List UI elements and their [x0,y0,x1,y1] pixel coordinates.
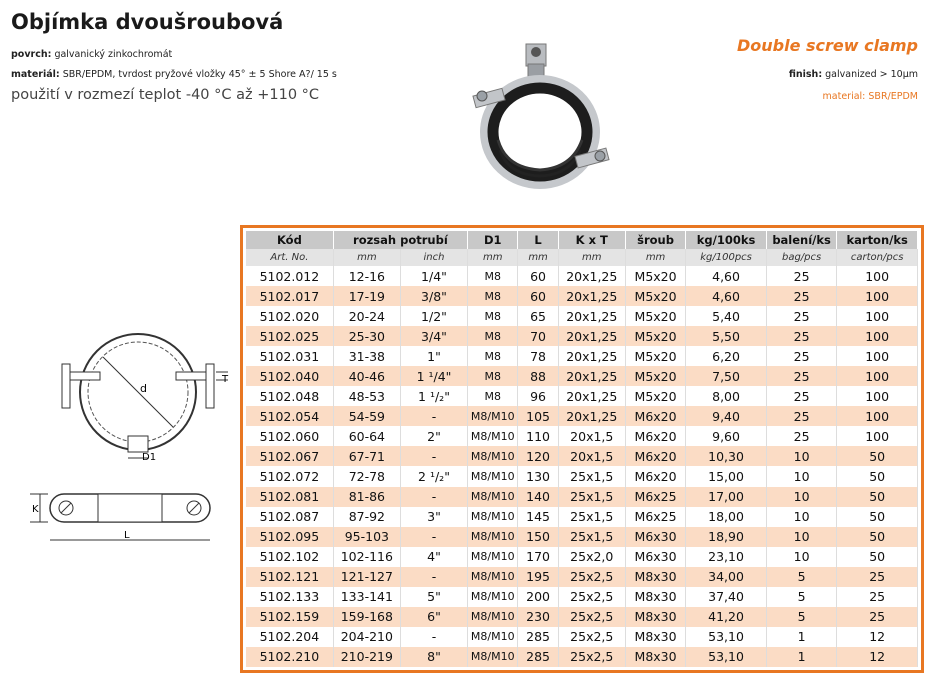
cell-range-inch: 1/2" [400,306,467,326]
cell-bag: 25 [766,366,837,386]
cell-carton: 100 [837,366,918,386]
table-row [246,647,918,667]
table-row [246,567,918,587]
cell-range-inch: 4" [400,547,467,567]
label-l: L [124,530,130,541]
cell-code: 5102.210 [246,647,333,667]
cell-bag: 25 [766,326,837,346]
cell-carton: 100 [837,266,918,286]
cell-screw: M8x30 [625,567,685,587]
surface-value: galvanický zinkochromát [54,49,173,60]
cell-bag: 5 [766,587,837,607]
spec-table [246,231,918,667]
spec-table-container [240,225,924,673]
cell-code: 5102.017 [246,286,333,306]
cell-weight: 6,20 [686,346,767,366]
cell-d1: M8/M10 [468,446,518,466]
cell-weight: 53,10 [686,647,767,667]
cell-l: 60 [518,266,558,286]
cell-range-mm: 95-103 [333,527,400,547]
cell-bag: 10 [766,527,837,547]
cell-d1: M8/M10 [468,607,518,627]
cell-range-inch: 2 ¹/₂" [400,466,467,486]
table-subheader-row [246,249,918,266]
header-d1: D1 [468,231,518,249]
surface-label: povrch: [11,49,52,60]
cell-d1: M8/M10 [468,547,518,567]
table-row [246,607,918,627]
cell-l: 170 [518,547,558,567]
cell-l: 120 [518,446,558,466]
cell-d1: M8/M10 [468,406,518,426]
cell-d1: M8 [468,346,518,366]
cell-kxt: 25x2,0 [558,547,625,567]
product-title-en: Double screw clamp [736,36,918,55]
cell-range-mm: 210-219 [333,647,400,667]
cell-code: 5102.048 [246,386,333,406]
cell-l: 65 [518,306,558,326]
material-value: SBR/EPDM, tvrdost pryžové vložky 45° ± 5 Shore A?/ 15 s [62,69,337,80]
cell-range-inch: 3/4" [400,326,467,346]
cell-d1: M8 [468,386,518,406]
cell-carton: 50 [837,507,918,527]
cell-code: 5102.020 [246,306,333,326]
subheader-cell: mm [333,249,400,266]
cell-bag: 25 [766,266,837,286]
cell-screw: M8x30 [625,607,685,627]
cell-range-inch: 1 ¹/4" [400,366,467,386]
table-row [246,366,918,386]
table-row [246,547,918,567]
cell-range-inch: 6" [400,607,467,627]
label-d: d [140,382,147,395]
subheader-cell: bag/pcs [766,249,837,266]
cell-weight: 9,60 [686,426,767,446]
cell-carton: 25 [837,587,918,607]
table-row [246,507,918,527]
cell-range-mm: 20-24 [333,306,400,326]
cell-weight: 18,00 [686,507,767,527]
cell-range-inch: 3" [400,507,467,527]
cell-weight: 9,40 [686,406,767,426]
cell-range-mm: 67-71 [333,446,400,466]
cell-d1: M8/M10 [468,487,518,507]
cell-kxt: 20x1,5 [558,426,625,446]
cell-range-inch: 1 ¹/₂" [400,386,467,406]
header-carton: karton/ks [837,231,918,249]
cell-carton: 50 [837,446,918,466]
cell-carton: 100 [837,406,918,426]
cell-kxt: 25x1,5 [558,507,625,527]
cell-range-inch: 1/4" [400,266,467,286]
clamp-photo [468,40,618,190]
cell-bag: 5 [766,607,837,627]
header-pipe-range: rozsah potrubí [333,231,467,249]
clamp-side-drawing [20,478,215,550]
cell-bag: 25 [766,386,837,406]
cell-kxt: 20x1,25 [558,326,625,346]
cell-screw: M6x30 [625,547,685,567]
cell-carton: 100 [837,426,918,446]
finish-value: galvanized > 10μm [825,69,918,80]
cell-d1: M8/M10 [468,527,518,547]
cell-kxt: 25x2,5 [558,587,625,607]
cell-weight: 5,50 [686,326,767,346]
cell-range-mm: 31-38 [333,346,400,366]
cell-d1: M8 [468,266,518,286]
cell-bag: 10 [766,446,837,466]
subheader-cell: mm [468,249,518,266]
cell-l: 105 [518,406,558,426]
cell-kxt: 20x1,25 [558,286,625,306]
cell-d1: M8/M10 [468,647,518,667]
cell-weight: 8,00 [686,386,767,406]
header-bag: balení/ks [766,231,837,249]
cell-kxt: 20x1,25 [558,266,625,286]
cell-carton: 50 [837,527,918,547]
cell-d1: M8 [468,286,518,306]
table-row [246,587,918,607]
cell-screw: M8x30 [625,627,685,647]
cell-range-inch: - [400,446,467,466]
cell-range-inch: - [400,527,467,547]
cell-range-inch: 2" [400,426,467,446]
cell-range-mm: 60-64 [333,426,400,446]
cell-range-mm: 12-16 [333,266,400,286]
cell-carton: 12 [837,647,918,667]
finish-spec [789,69,918,80]
cell-screw: M8x30 [625,647,685,667]
cell-carton: 25 [837,567,918,587]
cell-kxt: 20x1,25 [558,386,625,406]
cell-range-inch: 1" [400,346,467,366]
cell-range-mm: 17-19 [333,286,400,306]
table-row [246,627,918,647]
cell-screw: M5x20 [625,346,685,366]
cell-carton: 100 [837,386,918,406]
cell-kxt: 25x2,5 [558,567,625,587]
cell-bag: 10 [766,487,837,507]
material-en: material: SBR/EPDM [822,91,918,102]
cell-code: 5102.060 [246,426,333,446]
cell-l: 88 [518,366,558,386]
table-row [246,346,918,366]
cell-weight: 41,20 [686,607,767,627]
cell-weight: 17,00 [686,487,767,507]
cell-screw: M6x20 [625,406,685,426]
cell-screw: M6x25 [625,487,685,507]
cell-d1: M8/M10 [468,567,518,587]
table-header-row [246,231,918,249]
cell-kxt: 20x1,25 [558,306,625,326]
cell-bag: 25 [766,426,837,446]
cell-code: 5102.072 [246,466,333,486]
cell-screw: M5x20 [625,286,685,306]
cell-range-mm: 102-116 [333,547,400,567]
material-spec [11,69,337,80]
cell-bag: 1 [766,627,837,647]
cell-l: 230 [518,607,558,627]
subheader-cell: kg/100pcs [686,249,767,266]
cell-l: 200 [518,587,558,607]
table-row [246,406,918,426]
cell-l: 195 [518,567,558,587]
label-t: T [222,374,229,385]
table-row [246,326,918,346]
subheader-cell: inch [400,249,467,266]
cell-weight: 23,10 [686,547,767,567]
cell-weight: 4,60 [686,286,767,306]
cell-carton: 12 [837,627,918,647]
cell-bag: 25 [766,286,837,306]
cell-l: 60 [518,286,558,306]
cell-d1: M8/M10 [468,426,518,446]
cell-d1: M8/M10 [468,466,518,486]
table-row [246,426,918,446]
cell-kxt: 25x2,5 [558,647,625,667]
cell-code: 5102.040 [246,366,333,386]
cell-kxt: 25x2,5 [558,607,625,627]
material-label: materiál: [11,69,60,80]
clamp-front-drawing [28,312,248,472]
table-row [246,286,918,306]
cell-range-mm: 204-210 [333,627,400,647]
label-k: K [32,504,39,515]
cell-l: 285 [518,627,558,647]
cell-range-mm: 48-53 [333,386,400,406]
cell-bag: 25 [766,406,837,426]
subheader-cell: mm [625,249,685,266]
cell-code: 5102.095 [246,527,333,547]
cell-range-mm: 54-59 [333,406,400,426]
cell-d1: M8/M10 [468,587,518,607]
cell-code: 5102.031 [246,346,333,366]
cell-code: 5102.054 [246,406,333,426]
cell-range-inch: - [400,567,467,587]
cell-bag: 1 [766,647,837,667]
cell-weight: 15,00 [686,466,767,486]
cell-bag: 10 [766,547,837,567]
cell-d1: M8 [468,366,518,386]
cell-range-mm: 121-127 [333,567,400,587]
table-row [246,306,918,326]
label-d1: D1 [142,452,157,463]
cell-weight: 18,90 [686,527,767,547]
header-kxt: K x T [558,231,625,249]
cell-weight: 37,40 [686,587,767,607]
cell-range-mm: 40-46 [333,366,400,386]
subheader-cell: mm [558,249,625,266]
cell-kxt: 20x1,25 [558,366,625,386]
header-screw: šroub [625,231,685,249]
cell-range-mm: 159-168 [333,607,400,627]
table-row [246,487,918,507]
header-l: L [518,231,558,249]
cell-carton: 100 [837,306,918,326]
cell-kxt: 25x1,5 [558,487,625,507]
cell-bag: 25 [766,346,837,366]
cell-code: 5102.081 [246,487,333,507]
table-row [246,386,918,406]
cell-l: 70 [518,326,558,346]
cell-bag: 10 [766,507,837,527]
cell-range-inch: - [400,487,467,507]
cell-carton: 100 [837,286,918,306]
cell-screw: M5x20 [625,366,685,386]
cell-range-mm: 133-141 [333,587,400,607]
cell-screw: M6x20 [625,466,685,486]
cell-bag: 10 [766,466,837,486]
subheader-cell: carton/pcs [837,249,918,266]
temperature-range: použití v rozmezí teplot -40 °C až +110 °C [11,87,320,103]
cell-screw: M6x25 [625,507,685,527]
cell-l: 130 [518,466,558,486]
subheader-cell: mm [518,249,558,266]
cell-screw: M5x20 [625,326,685,346]
cell-screw: M5x20 [625,266,685,286]
cell-l: 78 [518,346,558,366]
cell-l: 140 [518,487,558,507]
cell-l: 96 [518,386,558,406]
cell-code: 5102.204 [246,627,333,647]
cell-range-mm: 25-30 [333,326,400,346]
cell-code: 5102.067 [246,446,333,466]
cell-d1: M8 [468,306,518,326]
product-title-cz: Objímka dvoušroubová [11,10,284,34]
cell-d1: M8 [468,326,518,346]
cell-weight: 10,30 [686,446,767,466]
cell-screw: M5x20 [625,306,685,326]
cell-code: 5102.133 [246,587,333,607]
cell-carton: 100 [837,346,918,366]
cell-carton: 25 [837,607,918,627]
header-code: Kód [246,231,333,249]
cell-weight: 34,00 [686,567,767,587]
table-body [246,266,918,667]
cell-code: 5102.087 [246,507,333,527]
cell-code: 5102.121 [246,567,333,587]
cell-l: 145 [518,507,558,527]
cell-code: 5102.012 [246,266,333,286]
cell-weight: 7,50 [686,366,767,386]
cell-l: 110 [518,426,558,446]
table-row [246,266,918,286]
subheader-cell: Art. No. [246,249,333,266]
cell-kxt: 20x1,5 [558,446,625,466]
cell-screw: M8x30 [625,587,685,607]
cell-d1: M8/M10 [468,627,518,647]
cell-bag: 5 [766,567,837,587]
cell-d1: M8/M10 [468,507,518,527]
cell-kxt: 20x1,25 [558,406,625,426]
cell-carton: 50 [837,487,918,507]
cell-weight: 5,40 [686,306,767,326]
cell-code: 5102.025 [246,326,333,346]
cell-code: 5102.159 [246,607,333,627]
surface-spec [11,49,172,60]
cell-screw: M6x20 [625,446,685,466]
cell-screw: M5x20 [625,386,685,406]
cell-range-inch: - [400,627,467,647]
cell-bag: 25 [766,306,837,326]
cell-range-inch: 8" [400,647,467,667]
cell-range-mm: 72-78 [333,466,400,486]
cell-l: 150 [518,527,558,547]
cell-screw: M6x30 [625,527,685,547]
cell-carton: 50 [837,547,918,567]
cell-range-mm: 87-92 [333,507,400,527]
table-row [246,527,918,547]
cell-screw: M6x20 [625,426,685,446]
table-row [246,466,918,486]
cell-range-inch: 5" [400,587,467,607]
cell-range-mm: 81-86 [333,487,400,507]
cell-weight: 53,10 [686,627,767,647]
cell-range-inch: 3/8" [400,286,467,306]
cell-l: 285 [518,647,558,667]
cell-kxt: 25x1,5 [558,466,625,486]
cell-kxt: 25x2,5 [558,627,625,647]
cell-weight: 4,60 [686,266,767,286]
cell-range-inch: - [400,406,467,426]
finish-label: finish: [788,69,823,80]
cell-kxt: 20x1,25 [558,346,625,366]
table-row [246,446,918,466]
cell-carton: 50 [837,466,918,486]
header-weight: kg/100ks [686,231,767,249]
cell-kxt: 25x1,5 [558,527,625,547]
cell-code: 5102.102 [246,547,333,567]
cell-carton: 100 [837,326,918,346]
